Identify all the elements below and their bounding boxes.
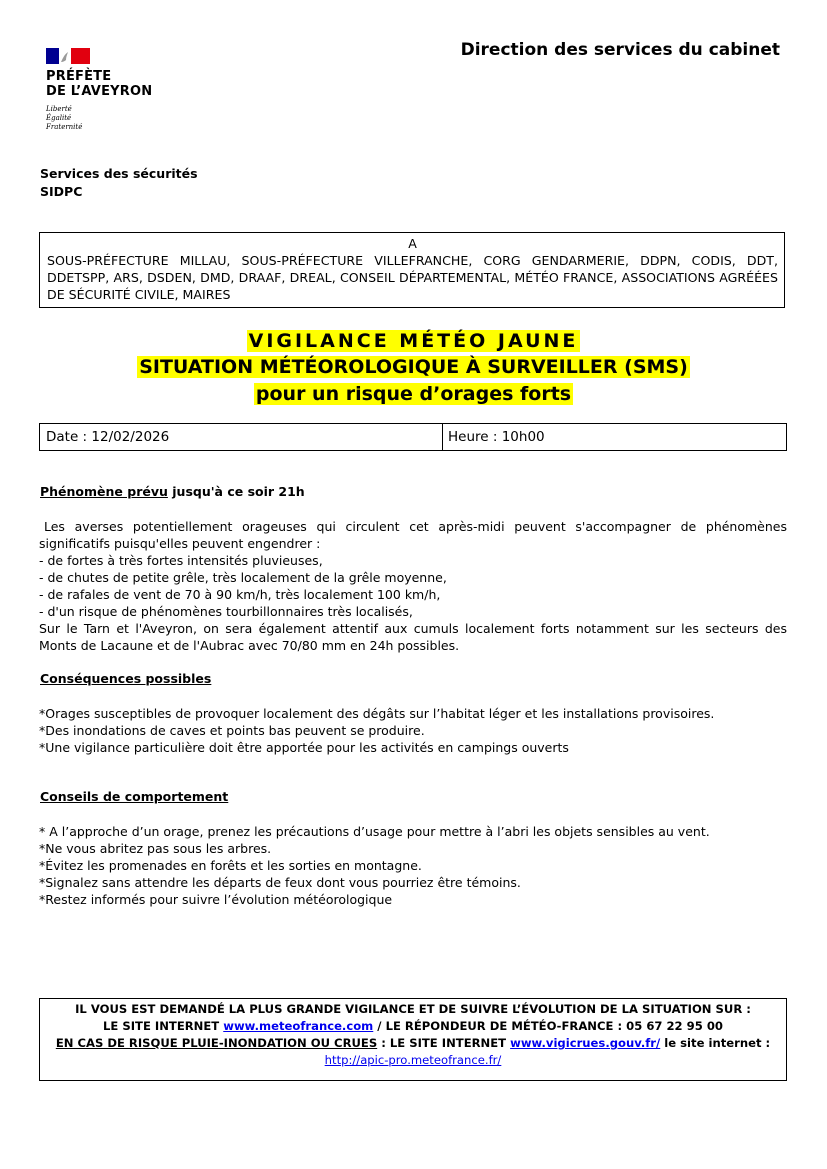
phenomene-heading [40,484,305,499]
phenomene-title-suffix: jusqu'à ce soir 21h [167,484,305,499]
footer-line2-prefix: LE SITE INTERNET [103,1019,224,1033]
recipients-list: SOUS-PRÉFECTURE MILLAU, SOUS-PRÉFECTURE VILLEFRANCHE, CORG GENDARMERIE, DDPN, CODIS, DDT, DDETSPP, ARS, DSDEN, DMD, DRAAF, DREAL, CONSEIL DÉPARTEMENTAL, MÉTÉO FRANCE, ASSOCIATIONS AGRÉÉES DE SÉCURITÉ CIVILE, MAIRES [47,253,778,302]
footer-line1: IL VOUS EST DEMANDÉ LA PLUS GRANDE VIGILANCE ET DE SUIVRE L’ÉVOLUTION DE LA SITUATION SUR : [75,1002,751,1016]
list-item: - de chutes de petite grêle, très localement de la grêle moyenne, [39,570,447,585]
datetime-table [39,423,787,451]
phenomene-title: Phénomène prévu [40,484,168,499]
list-item: *Signalez sans attendre les départs de feux dont vous pourriez être témoins. [39,875,521,890]
vigicrues-link[interactable]: www.vigicrues.gouv.fr/ [510,1036,661,1050]
motto-liberte: Liberté [46,105,72,113]
phenomene-outro: Sur le Tarn et l'Aveyron, on sera également attentif aux cumuls localement forts notamment sur les secteurs des Monts de Lacaune et de l'Aubrac avec 70/80 mm en 24h possibles. [39,621,787,653]
footer-line3-suffix: le site internet : [660,1036,771,1050]
motto-egalite: Égalité [46,114,72,122]
prefecture-logo [46,48,186,132]
list-item: *Évitez les promenades en forêts et les sorties en montagne. [39,858,422,873]
footer-line4 [40,1052,786,1069]
list-item: - de fortes à très fortes intensités pluvieuses, [39,553,323,568]
footer-line3-middle: : LE SITE INTERNET [377,1036,511,1050]
footer-box [39,998,787,1081]
alert-banner [0,328,827,408]
date-cell: Date : 12/02/2026 [40,424,443,450]
phenomene-body [39,518,787,654]
recipients-box [39,232,785,308]
service-name: Services des sécurités [40,166,198,181]
footer-line2 [40,1018,786,1035]
consequences-list [39,705,799,756]
list-item: *Une vigilance particulière doit être apportée pour les activités en campings ouverts [39,740,569,755]
footer-flood-label: EN CAS DE RISQUE PLUIE-INONDATION OU CRUES [55,1036,378,1050]
phenomene-intro: Les averses potentiellement orageuses qui circulent cet après-midi peuvent s'accompagner de phénomènes significatifs puisqu'elles peuvent engendrer : [39,519,787,551]
time-cell: Heure : 10h00 [448,429,545,445]
conseils-list [39,823,799,908]
alert-risk: pour un risque d’orages forts [255,383,572,405]
alert-level: VIGILANCE MÉTÉO JAUNE [248,330,579,352]
french-flag-icon [46,48,90,64]
meteofrance-link[interactable]: www.meteofrance.com [223,1019,374,1033]
apic-link[interactable]: http://apic-pro.meteofrance.fr/ [324,1053,502,1067]
list-item: - d'un risque de phénomènes tourbillonnaires très localisés, [39,604,413,619]
list-item: *Des inondations de caves et points bas peuvent se produire. [39,723,425,738]
consequences-title: Conséquences possibles [40,671,212,686]
conseils-title: Conseils de comportement [40,789,229,804]
alert-situation: SITUATION MÉTÉOROLOGIQUE À SURVEILLER (SMS) [139,356,688,378]
logo-title-line1: PRÉFÈTE [46,69,112,84]
motto-fraternite: Fraternité [46,123,83,131]
footer-phone: / LE RÉPONDEUR DE MÉTÉO-FRANCE : 05 67 22 95 00 [373,1019,723,1033]
list-item: *Ne vous abritez pas sous les arbres. [39,841,272,856]
service-block [40,165,198,201]
republic-motto [46,105,186,132]
service-code: SIDPC [40,184,83,199]
list-item: *Orages susceptibles de provoquer localement des dégâts sur l’habitat léger et les installations provisoires. [39,706,715,721]
footer-line3 [40,1035,786,1052]
header-title: Direction des services du cabinet [460,40,780,60]
recipients-header: A [408,236,417,251]
logo-title-line2: DE L’AVEYRON [46,84,153,99]
list-item: - de rafales de vent de 70 à 90 km/h, très localement 100 km/h, [39,587,441,602]
list-item: *Restez informés pour suivre l’évolution météorologique [39,892,393,907]
list-item: * A l’approche d’un orage, prenez les précautions d’usage pour mettre à l’abri les objets sensibles au vent. [39,824,710,839]
